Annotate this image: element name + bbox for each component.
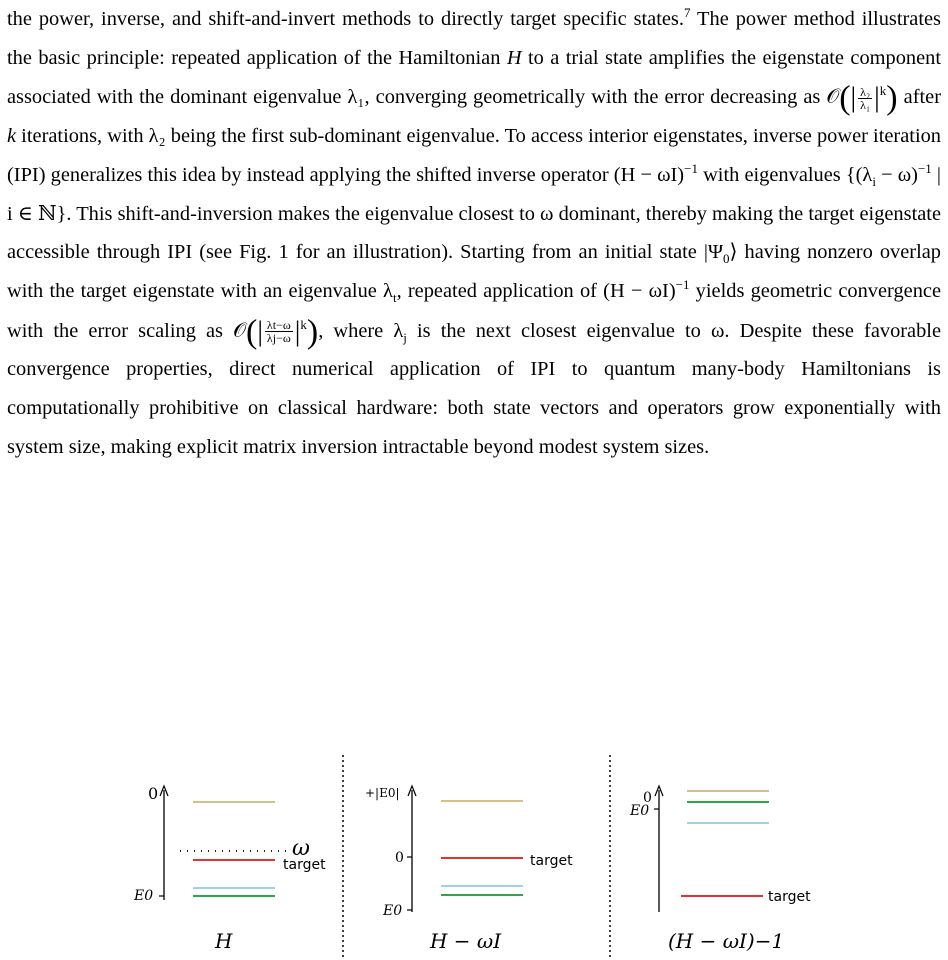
panel3-second-label: E0 bbox=[630, 803, 650, 819]
panel2-top-label: +|E0| bbox=[365, 786, 400, 800]
paragraph: the power, inverse, and shift-and-invert methods to directly target specific states.$^7$ The power method illustrates the basic principle: repeated application of the Hamiltonian H to a trial state amplifies the eigenstate component associated with the dominant eigenvalue λ₁, converging geometrically with the error decreasing as 𝒪(| $\frac{\text{λ₂}}{\text{λ₁}}$ $|^k$) after k iterations, with λ₂ being the first sub-dominant eigenvalue. To access interior eigenstates, inverse power iteration (IPI) generalizes this idea by instead applying the shifted inverse operator $(H - \omega I)^{-1}$ with eigenvalues {$(\lambda_i - \omega)^{-1}$ | i ∈ ℕ}. This shift-and-inversion makes the eigenvalue closest to ω dominant, thereby making the target eigenstate accessible through IPI (see Fig. 1 for an illustration). Starting from an initial state $|\Psi_0⟩$ having nonzero overlap with the target eigenstate with an eigenvalue $\lambda_t$, repeated application of $(H - \omega I)^{-1}$ yields geometric convergence with the error scaling as 𝒪(| $\frac{\lambda t-\omega}{\lambda j-\omega}$ $|^k$), where $\lambda_j$ is the next closest eigenvalue to ω. Despite these favorable convergence properties, direct numerical application of IPI to quantum many-body Hamiltonians is computationally prohibitive on classical hardware: both state vectors and operators grow exponentially with system size, making explicit matrix inversion intractable beyond modest system sizes. bbox=[7, 5, 942, 458]
panel1-caption: H bbox=[215, 929, 233, 953]
panel1-top-label: 0 bbox=[148, 784, 159, 803]
panel2-mid-label: 0 bbox=[395, 850, 404, 866]
fraction-lt-lj: $\frac{\lambda t-\omega}{\lambda j-\omega}$ bbox=[266, 318, 291, 346]
panel2-bottom-label: E0 bbox=[383, 903, 403, 919]
panel2-caption: H − ωI bbox=[430, 929, 502, 953]
panel-h-minus-omega bbox=[365, 786, 573, 953]
panel-h bbox=[133, 784, 326, 953]
fraction-l2-l1: $\frac{\text{λ₂}}{\text{λ₁}}$ bbox=[860, 85, 871, 113]
citation-ref[interactable]: 7 bbox=[683, 5, 691, 21]
panel3-target-label: target bbox=[768, 889, 811, 905]
panel2-target-label: target bbox=[530, 853, 573, 869]
panel3-caption: (H − ωI)−1 bbox=[668, 929, 785, 953]
panel1-bottom-label: E0 bbox=[134, 888, 154, 904]
panel-inverse bbox=[629, 786, 811, 953]
panel1-target-label: target bbox=[283, 857, 326, 873]
omega-label: ω bbox=[292, 836, 310, 861]
panel3-top-label: 0 bbox=[643, 790, 652, 806]
